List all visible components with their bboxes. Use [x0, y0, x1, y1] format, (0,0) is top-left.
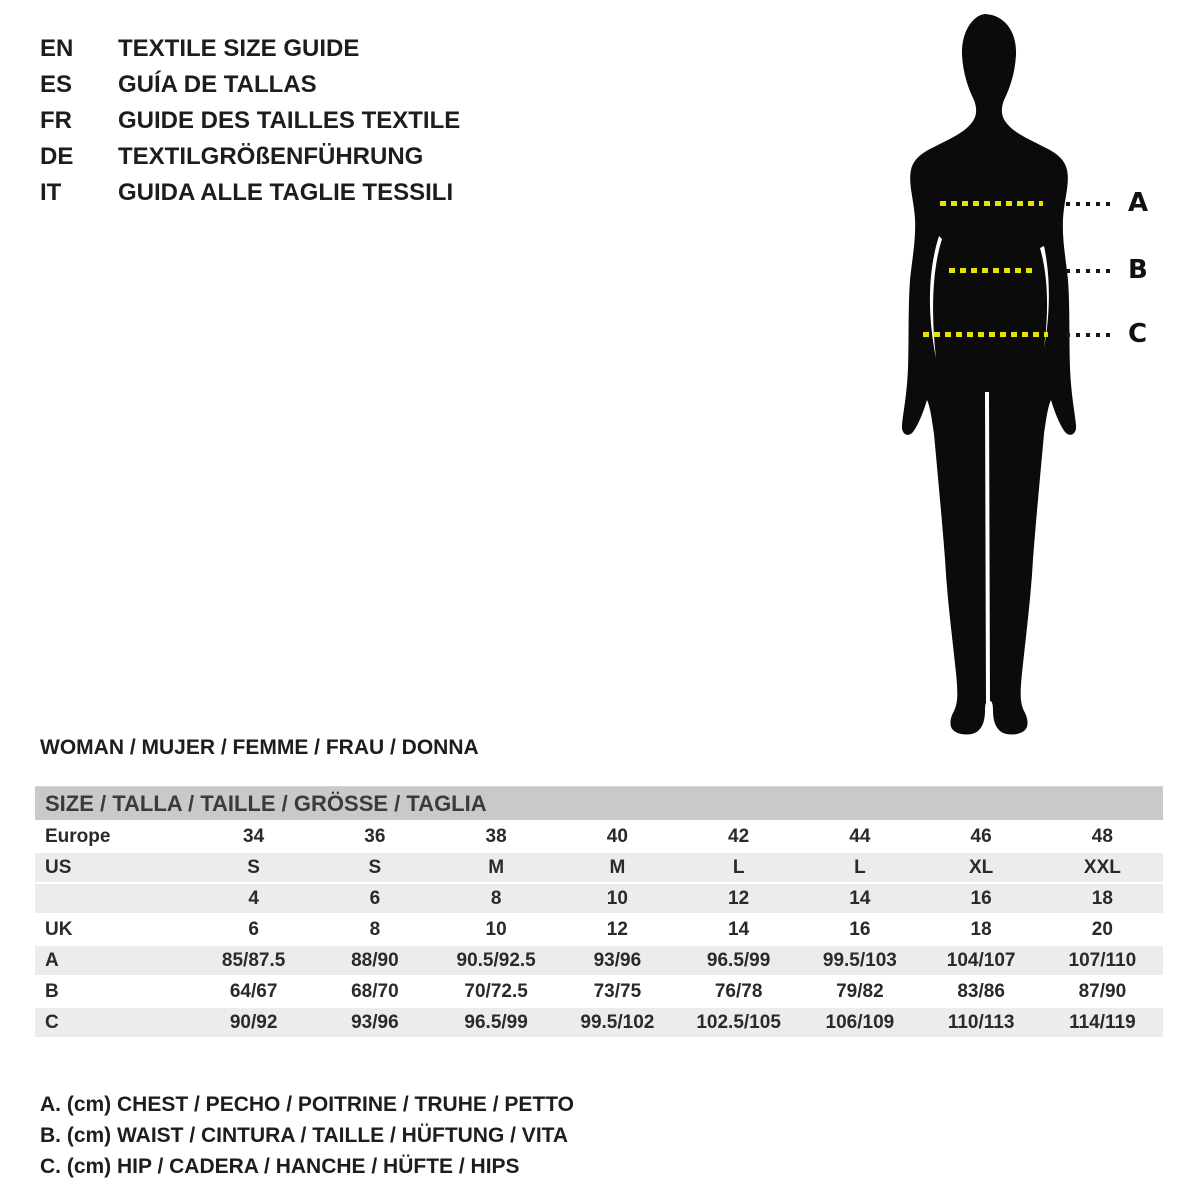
size-cell: 99.5/103 [799, 945, 920, 976]
waist-measure-line [949, 268, 1034, 273]
size-cell: 12 [678, 883, 799, 914]
size-cell: 68/70 [314, 976, 435, 1007]
size-cell: 90.5/92.5 [436, 945, 557, 976]
row-label: C [35, 1007, 193, 1037]
size-cell: 8 [314, 914, 435, 945]
language-row-es [40, 67, 460, 103]
size-cell: 48 [1042, 821, 1163, 852]
size-cell: 8 [436, 883, 557, 914]
legend-line-waist: B. (cm) WAIST / CINTURA / TAILLE / HÜFTUNG / VITA [40, 1124, 569, 1147]
size-cell: 104/107 [921, 945, 1042, 976]
language-code: EN [40, 35, 74, 62]
size-cell: 76/78 [678, 976, 799, 1007]
chest-leader-line [1066, 202, 1114, 206]
size-cell: 4 [193, 883, 314, 914]
size-cell: 73/75 [557, 976, 678, 1007]
size-cell: 114/119 [1042, 1007, 1163, 1037]
size-cell: S [314, 852, 435, 883]
size-cell: 46 [921, 821, 1042, 852]
waist-leader-line [1066, 269, 1114, 273]
size-cell: 85/87.5 [193, 945, 314, 976]
row-label: B [35, 976, 193, 1007]
size-cell: 14 [678, 914, 799, 945]
marker-label-c: C [1128, 319, 1148, 349]
size-cell: 18 [921, 914, 1042, 945]
language-code: IT [40, 179, 62, 206]
language-row-fr [40, 103, 460, 139]
size-cell: 93/96 [314, 1007, 435, 1037]
language-row-de [40, 139, 460, 175]
size-cell: 6 [314, 883, 435, 914]
size-cell: 93/96 [557, 945, 678, 976]
size-cell: 42 [678, 821, 799, 852]
legend-line-chest: A. (cm) CHEST / PECHO / POITRINE / TRUHE / PETTO [40, 1093, 575, 1116]
size-cell: 83/86 [921, 976, 1042, 1007]
size-cell: 16 [799, 914, 920, 945]
size-cell: 18 [1042, 883, 1163, 914]
size-cell: 14 [799, 883, 920, 914]
language-title: GUIDE DES TAILLES TEXTILE [118, 107, 461, 134]
size-cell: 36 [314, 821, 435, 852]
row-label: UK [35, 914, 193, 945]
marker-label-b: B [1128, 255, 1148, 285]
language-row-en [40, 31, 460, 67]
size-cell: 79/82 [799, 976, 920, 1007]
chest-measure-line [940, 201, 1043, 206]
table-row-hip [35, 1007, 1163, 1037]
language-title: GUÍA DE TALLAS [118, 71, 317, 98]
size-cell: 87/90 [1042, 976, 1163, 1007]
size-table [35, 820, 1163, 1037]
size-cell: 10 [436, 914, 557, 945]
size-cell: 107/110 [1042, 945, 1163, 976]
woman-silhouette [893, 8, 1093, 740]
row-label: US [35, 852, 193, 883]
hip-leader-line [1066, 333, 1114, 337]
table-row-uk [35, 914, 1163, 945]
language-code: ES [40, 71, 73, 98]
section-heading-woman: WOMAN / MUJER / FEMME / FRAU / DONNA [40, 736, 479, 759]
size-cell: 70/72.5 [436, 976, 557, 1007]
language-title: GUIDA ALLE TAGLIE TESSILI [118, 179, 454, 206]
size-cell: XXL [1042, 852, 1163, 883]
size-cell: M [436, 852, 557, 883]
language-code: FR [40, 107, 72, 134]
size-cell: 102.5/105 [678, 1007, 799, 1037]
hip-measure-line [923, 332, 1048, 337]
language-code: DE [40, 143, 74, 170]
size-cell: 96.5/99 [436, 1007, 557, 1037]
legend-line-hip: C. (cm) HIP / CADERA / HANCHE / HÜFTE / HIPS [40, 1155, 520, 1178]
size-cell: 44 [799, 821, 920, 852]
language-title: TEXTILE SIZE GUIDE [118, 35, 360, 62]
size-cell: 20 [1042, 914, 1163, 945]
size-cell: L [799, 852, 920, 883]
size-cell: 99.5/102 [557, 1007, 678, 1037]
row-label [35, 883, 193, 914]
marker-label-a: A [1128, 188, 1149, 218]
size-cell: 110/113 [921, 1007, 1042, 1037]
size-cell: 12 [557, 914, 678, 945]
size-cell: 90/92 [193, 1007, 314, 1037]
size-cell: 64/67 [193, 976, 314, 1007]
table-row-us-numeric [35, 883, 1163, 914]
size-cell: 40 [557, 821, 678, 852]
size-cell: S [193, 852, 314, 883]
size-table-header: SIZE / TALLA / TAILLE / GRÖSSE / TAGLIA [35, 786, 1163, 821]
row-label: A [35, 945, 193, 976]
measurement-legend [40, 1089, 574, 1182]
size-cell: 96.5/99 [678, 945, 799, 976]
table-row-us-letter [35, 852, 1163, 883]
language-title-list [40, 31, 460, 211]
size-cell: M [557, 852, 678, 883]
size-cell: 88/90 [314, 945, 435, 976]
table-row-waist [35, 976, 1163, 1007]
language-title: TEXTILGRÖßENFÜHRUNG [118, 143, 424, 170]
table-row-europe [35, 821, 1163, 852]
size-cell: 10 [557, 883, 678, 914]
size-cell: 106/109 [799, 1007, 920, 1037]
size-cell: 34 [193, 821, 314, 852]
size-cell: 38 [436, 821, 557, 852]
size-cell: XL [921, 852, 1042, 883]
table-row-chest [35, 945, 1163, 976]
row-label: Europe [35, 821, 193, 852]
language-row-it [40, 175, 460, 211]
size-cell: 16 [921, 883, 1042, 914]
size-cell: L [678, 852, 799, 883]
size-cell: 6 [193, 914, 314, 945]
